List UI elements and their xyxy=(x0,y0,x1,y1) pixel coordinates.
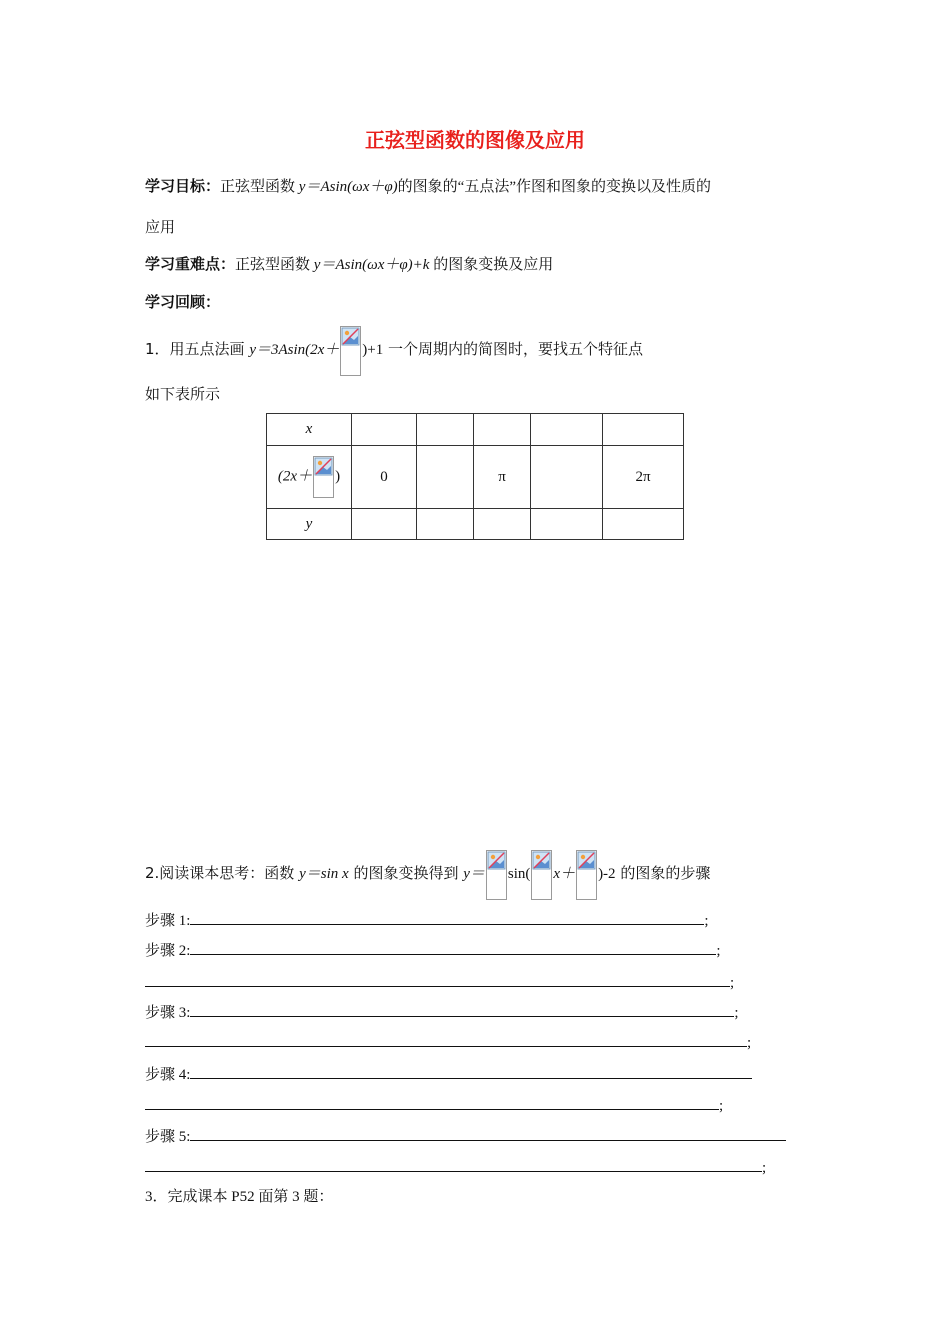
objective-text-a: 正弦型函数 xyxy=(220,179,299,195)
objective-line xyxy=(145,175,711,198)
table-cell xyxy=(417,414,474,446)
q2-formula-d: x＋ xyxy=(553,866,576,882)
answer-blank[interactable] xyxy=(190,1001,734,1017)
step-label: 步骤 5: xyxy=(145,1129,191,1145)
step-label: 步骤 2: xyxy=(145,943,191,959)
step-line-2 xyxy=(145,939,721,961)
table-cell xyxy=(474,414,531,446)
table-row-argument xyxy=(267,446,684,509)
q1-formula-a: y＝3Asin(2x＋ xyxy=(249,342,340,358)
objective-text-c: 应用 xyxy=(145,220,176,236)
broken-image-icon xyxy=(576,850,597,900)
table-cell xyxy=(531,509,603,540)
step-label: 步骤 4: xyxy=(145,1067,191,1083)
step-line-4 xyxy=(145,1063,752,1085)
answer-blank[interactable] xyxy=(190,1063,752,1079)
answer-blank[interactable] xyxy=(145,1031,747,1047)
q2-suffix: 的图象的步骤 xyxy=(615,864,711,882)
table-cell-arg-1 xyxy=(417,446,474,509)
step-label: 步骤 1: xyxy=(145,913,191,929)
q2-formula-a: y＝sin x xyxy=(299,866,349,882)
q2-formula-e: )-2 xyxy=(598,866,616,882)
step-label: 步骤 3: xyxy=(145,1005,191,1021)
step-line-1 xyxy=(145,909,709,931)
question-3-line xyxy=(145,1186,333,1208)
broken-image-icon xyxy=(340,326,361,376)
broken-image-icon xyxy=(531,850,552,900)
difficulty-text-b: 的图象变换及应用 xyxy=(429,257,554,273)
step-line-4b xyxy=(145,1094,723,1116)
step-end: ; xyxy=(719,1098,724,1114)
table-cell-arg-label xyxy=(267,446,352,509)
review-line xyxy=(145,291,220,314)
answer-blank[interactable] xyxy=(145,1094,719,1110)
q1-suffix: 一个周期内的简图时，要找五个特征点 xyxy=(383,340,644,358)
difficulty-formula: y＝Asin(ωx＋φ)+k xyxy=(313,257,430,273)
table-cell-arg-2: π xyxy=(474,446,531,509)
objective-text-b: 的图象的“五点法”作图和图象的变换以及性质的 xyxy=(397,179,711,195)
table-row-x xyxy=(267,414,684,446)
answer-blank[interactable] xyxy=(190,939,716,955)
step-line-2b xyxy=(145,971,734,993)
q3-text: 3．完成课本 P52 面第 3 题： xyxy=(145,1189,334,1205)
question-1-line xyxy=(145,324,643,376)
objective-label: 学习目标： xyxy=(145,177,221,195)
table-cell xyxy=(352,509,417,540)
broken-image-icon xyxy=(313,456,334,498)
step-line-5 xyxy=(145,1125,786,1147)
step-line-3 xyxy=(145,1001,739,1023)
step-end: ; xyxy=(734,1005,739,1021)
table-cell-arg-4: 2π xyxy=(603,446,684,509)
table-cell xyxy=(352,414,417,446)
broken-image-icon xyxy=(486,850,507,900)
step-end: ; xyxy=(730,975,735,991)
answer-blank[interactable] xyxy=(190,909,704,925)
difficulty-label: 学习重难点： xyxy=(145,255,236,273)
table-row-y xyxy=(267,509,684,540)
page-title: 正弦型函数的图像及应用 xyxy=(365,128,585,152)
table-cell-arg-3 xyxy=(531,446,603,509)
arg-label-b: ) xyxy=(335,468,341,485)
objective-formula: y＝Asin(ωx＋φ) xyxy=(298,179,398,195)
five-point-table xyxy=(266,413,684,540)
step-line-3b xyxy=(145,1031,751,1053)
table-cell-arg-0: 0 xyxy=(352,446,417,509)
step-line-5b xyxy=(145,1156,766,1178)
table-cell-y-label: y xyxy=(267,509,352,540)
step-end: ; xyxy=(747,1035,752,1051)
difficulty-text-a: 正弦型函数 xyxy=(235,257,314,273)
step-end: ; xyxy=(716,943,721,959)
q1-prefix: 1．用五点法画 xyxy=(145,340,250,358)
q1-formula-b: )+1 xyxy=(362,342,384,358)
table-cell-x-label: x xyxy=(267,414,352,446)
q2-formula-c: sin( xyxy=(507,866,531,882)
arg-label-a: (2x＋ xyxy=(277,468,313,485)
question-2-line xyxy=(145,848,710,900)
q2-mid: 的图象变换得到 xyxy=(348,864,464,882)
table-cell xyxy=(603,509,684,540)
objective-line-2 xyxy=(145,217,175,239)
answer-blank[interactable] xyxy=(145,1156,762,1172)
table-cell xyxy=(417,509,474,540)
table-cell xyxy=(531,414,603,446)
step-end: ; xyxy=(762,1160,767,1176)
table-cell xyxy=(603,414,684,446)
difficulty-line xyxy=(145,253,553,276)
answer-blank[interactable] xyxy=(145,971,730,987)
review-label: 学习回顾： xyxy=(145,293,221,311)
q1-note: 如下表所示 xyxy=(145,387,221,403)
step-end: ; xyxy=(704,913,709,929)
q1-note-line xyxy=(145,384,220,406)
q2-prefix: 2.阅读课本思考：函数 xyxy=(145,864,300,882)
answer-blank[interactable] xyxy=(190,1125,786,1141)
q2-formula-b: y＝ xyxy=(463,866,485,882)
table-cell xyxy=(474,509,531,540)
